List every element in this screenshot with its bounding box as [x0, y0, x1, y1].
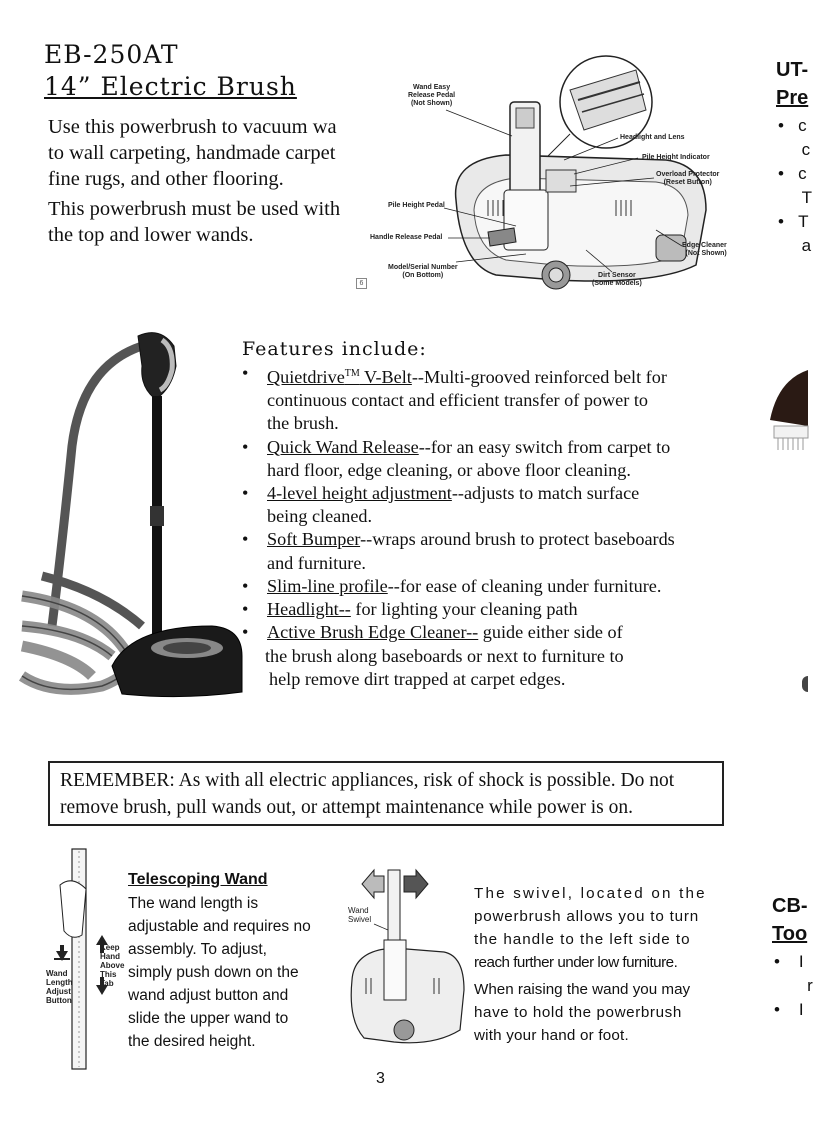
vacuum-photo-drawing	[42, 326, 242, 710]
right-column-bottom-bullets: • I r • I	[774, 952, 813, 1019]
callout-pile-indicator: Pile Height Indicator	[642, 154, 710, 161]
bullet-text: I	[798, 1000, 804, 1019]
swivel-text	[474, 882, 719, 1047]
intro-text	[48, 114, 354, 248]
partial-shape	[802, 676, 808, 692]
heading-line: UT-	[776, 59, 809, 81]
callout-pile-height-pedal: Pile Height Pedal	[388, 202, 445, 209]
feature-item	[242, 436, 742, 482]
intro-line: fine rugs, and other flooring.	[48, 168, 284, 190]
body-line: the desired height.	[128, 1033, 256, 1050]
body-line: When raising the wand you may	[474, 981, 691, 998]
callout-overload-protector	[656, 171, 719, 187]
swivel-drawing	[344, 870, 470, 1055]
bullet: •	[242, 575, 249, 596]
feature-term: Soft Bumper	[267, 529, 361, 550]
right-column-top-bullets: • c c • c T • T a	[778, 116, 813, 255]
feature-item	[242, 621, 742, 691]
bullet-text: c	[798, 164, 807, 183]
model-number: EB-250AT	[44, 40, 179, 69]
right-column-bottom-heading	[772, 892, 808, 948]
bullet: •	[242, 363, 249, 383]
heading-line: Too	[772, 923, 808, 945]
feature-desc: guide either side of	[478, 622, 623, 643]
label-line: Wand	[348, 906, 369, 915]
bullet: •	[242, 436, 249, 457]
label-line: Adjust	[46, 987, 71, 996]
feature-desc: --wraps around brush to protect baseboards	[360, 529, 675, 550]
bullet: •	[242, 599, 249, 620]
feature-term-text: V-Belt	[359, 367, 412, 388]
label-line: Keep	[100, 943, 120, 952]
bullet: •	[242, 483, 249, 504]
feature-desc: --for an easy switch from carpet to	[418, 436, 671, 457]
label-line: Length	[46, 978, 73, 987]
feature-desc: --for ease of cleaning under furniture.	[387, 575, 662, 596]
bullet-text: T	[798, 212, 809, 231]
callout-line: (Not Shown)	[410, 100, 453, 107]
label-line: Above	[100, 961, 125, 970]
feature-term: Active Brush Edge Cleaner--	[267, 622, 479, 643]
callout-line: (On Bottom)	[402, 272, 444, 279]
trademark: TM	[344, 368, 360, 379]
body-line: simply push down on the	[128, 964, 299, 981]
features-list	[242, 362, 742, 691]
bullet-text: T	[801, 188, 813, 207]
features-heading: Features include:	[242, 338, 427, 360]
feature-term-text: Quietdrive	[267, 367, 345, 388]
body-line: powerbrush allows you to turn	[474, 908, 699, 925]
wand-adjust-label	[46, 969, 73, 1005]
body-line: assembly. To adjust,	[128, 941, 267, 958]
feature-desc-line: and furniture.	[267, 552, 366, 573]
warning-line: remove brush, pull wands out, or attempt maintenance while power is on.	[60, 797, 633, 818]
vacuum-photo	[42, 326, 242, 710]
callout-wand-easy-release	[408, 84, 455, 108]
label-line: This Tab	[100, 970, 117, 988]
callout-line: (Some Models)	[592, 280, 642, 287]
label-line: Wand	[46, 969, 68, 978]
bullet-text: r	[807, 976, 813, 995]
intro-line: to wall carpeting, handmade carpet	[48, 142, 336, 164]
feature-desc-line: continuous contact and efficient transfer of power to	[267, 390, 648, 411]
feature-desc-line: the brush.	[267, 413, 339, 434]
feature-term: Headlight--	[267, 599, 351, 620]
label-line: Button	[46, 996, 72, 1005]
tool-photo-partial	[768, 360, 808, 460]
heading-line: CB-	[772, 895, 808, 917]
body-line: The wand length is	[128, 895, 259, 912]
feature-desc: --Multi-grooved reinforced belt for	[411, 367, 667, 388]
feature-desc: for lighting your cleaning path	[350, 599, 578, 620]
feature-term: Slim-line profile	[267, 575, 388, 596]
tool-photo-drawing	[768, 360, 808, 460]
callout-line: Edge Cleaner	[682, 242, 727, 249]
bullet: •	[242, 622, 249, 643]
feature-desc: --adjusts to match surface	[451, 483, 640, 504]
body-line: adjustable and requires no	[128, 918, 311, 935]
swivel-diagram	[344, 870, 470, 1055]
callout-line: Dirt Sensor	[598, 272, 636, 279]
safety-warning-box	[48, 761, 724, 826]
feature-term: 4-level height adjustment	[267, 483, 452, 504]
feature-item	[242, 362, 742, 436]
bullet-text: c	[801, 140, 811, 159]
feature-desc-line: help remove dirt trapped at carpet edges.	[269, 668, 566, 689]
wand-swivel-label	[348, 906, 371, 924]
intro-line: This powerbrush must be used with	[48, 198, 341, 220]
callout-headlight: Headlight and Lens	[620, 134, 685, 141]
feature-item	[242, 528, 742, 574]
bullet: •	[242, 529, 249, 550]
bullet-text: c	[798, 116, 807, 135]
label-line: Swivel	[348, 915, 372, 924]
body-line: the handle to the left side to	[474, 931, 691, 948]
label-line: Hand	[100, 952, 120, 961]
powerbrush-diagram	[356, 50, 736, 290]
body-line: with your hand or foot.	[474, 1027, 629, 1044]
body-line: The swivel, located on the	[474, 885, 707, 902]
callout-edge-cleaner	[682, 242, 727, 258]
feature-desc-line: the brush along baseboards or next to furniture to	[265, 645, 624, 666]
body-line: reach further under low furniture.	[474, 954, 678, 971]
right-column-top-heading	[776, 56, 808, 112]
intro-line: the top and lower wands.	[48, 224, 254, 246]
body-line: wand adjust button and	[128, 987, 289, 1004]
telescoping-wand-title: Telescoping Wand	[128, 871, 268, 888]
telescoping-wand-text	[128, 892, 338, 1053]
body-line: have to hold the powerbrush	[474, 1004, 682, 1021]
heading-line: Pre	[776, 87, 809, 109]
keep-hand-label	[100, 943, 130, 988]
callout-dirt-sensor	[592, 272, 642, 288]
feature-item	[242, 482, 742, 528]
callout-model-serial	[388, 264, 458, 280]
feature-term	[267, 367, 412, 387]
page-number: 3	[376, 1070, 385, 1087]
intro-line: Use this powerbrush to vacuum wa	[48, 116, 337, 138]
product-name: 14” Electric Brush	[44, 72, 297, 101]
figure-number: 6	[356, 278, 367, 289]
feature-item	[242, 598, 742, 621]
callout-line: (Not Shown)	[685, 250, 727, 257]
feature-item	[242, 575, 742, 598]
feature-term: Quick Wand Release	[267, 436, 419, 457]
callout-line: Release Pedal	[408, 92, 456, 99]
callout-line: Wand Easy	[413, 84, 451, 91]
feature-desc-line: being cleaned.	[267, 506, 373, 527]
callout-line: Model/Serial Number	[388, 264, 458, 271]
bullet-text: I	[798, 952, 804, 971]
callout-line: (Reset Button)	[663, 179, 712, 186]
callout-handle-release: Handle Release Pedal	[370, 234, 443, 241]
warning-line: REMEMBER: As with all electric appliances, risk of shock is possible. Do not	[60, 770, 675, 791]
feature-desc-line: hard floor, edge cleaning, or above floor cleaning.	[267, 459, 631, 480]
telescoping-wand-diagram	[42, 845, 130, 1075]
bullet-text: a	[801, 236, 812, 255]
body-line: slide the upper wand to	[128, 1010, 289, 1027]
callout-line: Overload Protector	[656, 171, 720, 178]
